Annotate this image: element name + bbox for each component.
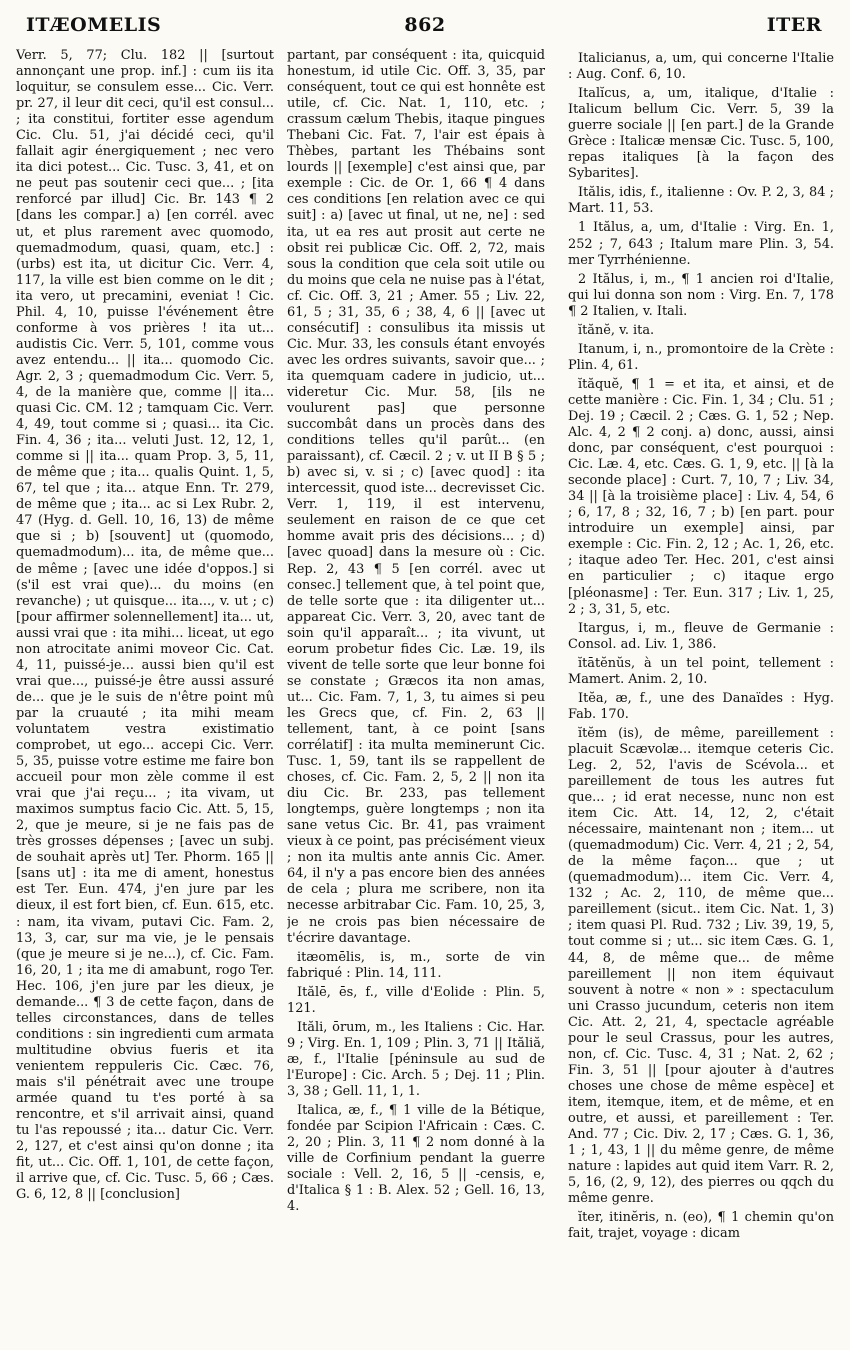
entry-itargus: Itargus, i, m., fleuve de Germanie : Consol. ad. Liv. 1, 386. [568,620,834,652]
entry-item: ĭtĕm (is), de même, pareillement : placuit Scævolæ... itemque ceteris Cic. Leg. 2, 52, l'avis de Scévola... et pareillement de tous les autres fut que... ; id erat necesse, nunc non est item Cic. Att. 14, 12, 2, c'était nécessaire, maintenant non ; item... ut (quemadmodum) Cic. Verr. 4, 21 ; 2, 54, de la même façon... que ; ut (quemadmodum)... item Cic. Verr. 4, 132 ; Ac. 2, 110, de même que... pareillement (sicut.. item Cic. Nat. 1, 3) ; item quasi Pl. Rud. 732 ; Liv. 39, 19, 5, tout comme si ; ut... sic item Cæs. G. 1, 44, 8, de même que... de même pareillement || non item équivaut souvent à notre « non » : spectaculum uni Crasso jucundum, ceteris non item Cic. Att. 2, 21, 4, spectacle agréable pour le seul Crassus, pour les autres, non, cf. Cic. Tusc. 4, 31 ; Nat. 2, 62 ; Fin. 3, 51 || [pour ajouter à d'autres choses une chose de même espèce] et item, itemque, item, et de même, et en outre, et aussi, et pareillement : Ter. And. 77 ; Cic. Div. 2, 17 ; Cæs. G. 1, 36, 1 ; 1, 43, 1 || du même genre, de même nature : lapides aut quid item Varr. R. 2, 5, 16, (2, 9, 12), des pierres ou qqch du même genre. [568,725,834,1207]
text-columns [16,48,834,1344]
column-2 [287,48,545,1344]
entry-itale: Itălē, ēs, f., ville d'Eolide : Plin. 5, 121. [287,984,545,1016]
entry-itane: ĭtănĕ, v. ita. [578,322,655,338]
running-header [16,8,834,42]
entry-itaque: ĭtăquĕ, ¶ 1 = et ita, et ainsi, et de cette manière : Cic. Fin. 1, 34 ; Clu. 51 ; Dej. 19 ; Cæcil. 2 ; Cæs. G. 1, 52 ; Nep. Alc. 4, 2 ¶ 2 conj. a) donc, aussi, ainsi donc, par conséquent, c'est pourquoi : Cic. Læ. 4, etc. Cæs. G. 1, 9, etc. || [à la seconde place] : Curt. 7, 10, 7 ; Liv. 34, 34 || [à la troisième place] : Liv. 4, 54, 6 ; 6, 17, 8 ; 32, 16, 7 ; b) [en part. pour introduire un exemple] ainsi, par exemple : Cic. Fin. 2, 12 ; Ac. 1, 26, etc. ; itaque adeo Ter. Hec. 201, c'est ainsi en particulier ; c) itaque ergo [pléonasme] : Ter. Eun. 317 ; Liv. 1, 25, 2 ; 3, 31, 5, etc. [568,376,834,617]
entry-italus-2: 2 Itălus, i, m., ¶ 1 ancien roi d'Italie, qui lui donna son nom : Virg. En. 7, 178 ¶ 2 Italien, v. Itali. [568,271,834,319]
entry-itatenus: ĭtātĕnŭs, à un tel point, tellement : Mamert. Anim. 2, 10. [568,655,834,687]
header-first-headword: ITÆOMELIS [26,14,162,36]
entry-iter: ĭter, itinĕris, n. (eo), ¶ 1 chemin qu'on fait, trajet, voyage : dicam [568,1210,834,1242]
entry-continuation: partant, par conséquent : ita, quicquid honestum, id utile Cic. Off. 3, 35, par conséquent, tout ce qui est honnête est utile, cf. Cic. Nat. 1, 110, etc. ; crassum cælum Thebis, itaque pingues Thebani Cic. Fat. 7, l'air est épais à Thèbes, partant les Thébains sont lourds || [exemple] c'est ainsi que, par exemple : Cic. de Or. 1, 66 ¶ 4 dans ces conditions [en relation avec ce qui suit] : a) [avec ut final, ut ne, ne] : sed ita, ut ea res aut prosit aut certe ne obsit rei publicæ Cic. Off. 2, 72, mais sous la condition que cela soit utile ou du moins que cela ne nuise pas à l'état, cf. Cic. Off. 3, 21 ; Amer. 55 ; Liv. 22, 61, 5 ; 31, 35, 6 ; 38, 4, 6 || [avec ut consécutif] : consulibus ita missis ut Cic. Mur. 33, les consuls étant envoyés avec les ordres suivants, savoir que... ; ita quemquam cadere in judicio, ut... videretur Cic. Mur. 58, [ils ne voulurent pas] que personne succombât dans un procès dans des conditions telles qu'il parût... (en paraissant), cf. Cæcil. 2 ; v. ut II B § 5 ; b) avec si, v. si ; c) [avec quod] : ita intercessit, quod iste... decrevisset Cic. Verr. 1, 119, il est intervenu, seulement en raison de ce que cet homme avait pris des décisions... ; d) [avec quoad] dans la mesure où : Cic. Rep. 2, 43 ¶ 5 [en corrél. avec ut consec.] tellement que, à tel point que, de telle sorte que : ita diligenter ut... appareat Cic. Verr. 3, 20, avec tant de soin qu'il apparaît... ; ita vivunt, ut eorum probetur fides Cic. Læ. 19, ils vivent de telle sorte que leur bonne foi se constate ; Græcos ita non amas, ut... Cic. Fam. 7, 1, 3, tu aimes si peu les Grecs que, cf. Fin. 2, 63 || tellement, tant, à ce point [sans corrélatif] : ita multa meminerunt Cic. Tusc. 1, 59, tant ils se rappellent de choses, cf. Cic. Fam. 2, 5, 2 || non ita diu Cic. Br. 233, pas tellement longtemps, guère longtemps ; non ita sane vetus Cic. Br. 41, pas vraiment vieux à ce point, pas précisément vieux ; non ita multis ante annis Cic. Amer. 64, il n'y a pas encore bien des années de cela ; plura me scribere, non ita necesse arbitrabar Cic. Fam. 10, 25, 3, je ne crois pas bien nécessaire de t'écrire davantage. [287,48,545,946]
entry-italicianus: Italicianus, a, um, qui concerne l'Italie : Aug. Conf. 6, 10. [568,51,834,83]
entry-itaeomelis: itæomēlis, is, m., sorte de vin fabriqué : Plin. 14, 111. [287,949,545,981]
entry-italicus: Italĭcus, a, um, italique, d'Italie : Italicum bellum Cic. Verr. 5, 39 la guerre sociale || [en part.] de la Grande Grèce : Italicæ mensæ Cic. Tusc. 5, 100, repas italiques [à la façon des Sybarites]. [568,86,834,182]
entry-italus-1: 1 Itălus, a, um, d'Italie : Virg. En. 1, 252 ; 7, 643 ; Italum mare Plin. 3, 54. mer Tyrrhénienne. [568,220,834,268]
column-3 [568,48,834,1344]
entry-italis: Itălis, idis, f., italienne : Ov. P. 2, 3, 84 ; Mart. 11, 53. [568,185,834,217]
entry-itanum: Itanum, i, n., promontoire de la Crète : Plin. 4, 61. [568,341,834,373]
entry-continuation: Verr. 5, 77; Clu. 182 || [surtout annonçant une prop. inf.] : cum iis ita loquitur, se consulem esse... Cic. Verr. pr. 27, il leur dit ceci, qu'il est consul... ; ita constitui, fortiter esse agendum Cic. Clu. 51, j'ai décidé ceci, qu'il fallait agir énergiquement ; nec vero ita dici potest... Cic. Tusc. 3, 41, et on ne peut pas soutenir ceci que... ; [ita renforcé par illud] Cic. Br. 143 ¶ 2 [dans les compar.] a) [en corrél. avec ut, et plus rarement avec quomodo, quemadmodum, quasi, quam, etc.] : (urbs) est ita, ut dicitur Cic. Verr. 4, 117, la ville est bien comme on le dit ; ita vero, ut precamini, eveniat ! Cic. Phil. 4, 10, puisse l'événement être conforme à vos prières ! ita ut... audistis Cic. Verr. 5, 101, comme vous avez entendu... || ita... quomodo Cic. Agr. 2, 3 ; quemadmodum Cic. Verr. 5, 4, de la manière que, comme || ita... quasi Cic. CM. 12 ; tamquam Cic. Verr. 4, 49, tout comme si ; quasi... ita Cic. Fin. 4, 36 ; ita... veluti Just. 12, 12, 1, comme si || ita... quam Prop. 3, 5, 11, de même que ; ita... qualis Quint. 1, 5, 67, tel que ; ita... atque Enn. Tr. 279, de même que ; ita... ac si Lex Rubr. 2, 47 (Hyg. d. Gell. 10, 16, 13) de même que si ; b) [souvent] ut (quomodo, quemadmodum)... ita, de même que... de même ; [avec une idée d'oppos.] si (s'il est vrai que)... du moins (en revanche) ; ut quisque... ita..., v. ut ; c) [pour affirmer solennellement] ita... ut, aussi vrai que : ita mihi... liceat, ut ego non atrocitate animi moveor Cic. Cat. 4, 11, puissé-je... aussi bien qu'il est vrai que..., puissé-je être aussi assuré de... que je le suis de n'être point mû par la cruauté ; ita mihi meam voluntatem vestra existimatio comprobet, ut ego... accepi Cic. Verr. 5, 35, puisse votre estime me faire bon accueil pour mon zèle comme il est vrai que j'ai reçu... ; ita vivam, ut maximos sumptus facio Cic. Att. 5, 15, 2, que je meure, si je ne fais pas de très grosses dépenses ; [avec un subj. de souhait après ut] Ter. Phorm. 165 || [sans ut] : ita me di ament, honestus est Ter. Eun. 474, j'en jure par les dieux, il est fort bien, cf. Eun. 615, etc. : nam, ita vivam, putavi Cic. Fam. 2, 13, 3, car, sur ma vie, je le pensais (que je meure si je ne...), cf. Cic. Fam. 16, 20, 1 ; ita me di amabunt, rogo Ter. Hec. 106, j'en jure par les dieux, je demande... ¶ 3 de cette façon, dans de telles circonstances, dans de telles conditions : sin ingredienti cum armata multitudine obvius fueris et ita venientem reppuleris Cic. Cæc. 76, mais s'il pénétrait avec une troupe armée quand tu t'es porté à sa rencontre, et s'il arrivait ainsi, quand tu l'as repoussé ; ita... datur Cic. Verr. 2, 127, et c'est ainsi qu'on donne ; ita fit, ut... Cic. Off. 1, 101, de cette façon, il arrive que, cf. Cic. Tusc. 5, 66 ; Cæs. G. 6, 12, 8 || [conclusion] [16,48,274,1203]
entry-italica: Italica, æ, f., ¶ 1 ville de la Bétique, fondée par Scipion l'Africain : Cæs. C. 2, 20 ; Plin. 3, 11 ¶ 2 nom donné à la ville de Corfinium pendant la guerre sociale : Vell. 2, 16, 5 || -censis, e, d'Italica § 1 : B. Alex. 52 ; Gell. 16, 13, 4. [287,1103,545,1215]
header-last-headword: ITER [766,14,822,36]
entry-itali: Ităli, ōrum, m., les Italiens : Cic. Har. 9 ; Virg. En. 1, 109 ; Plin. 3, 71 || Ităliă, æ, f., l'Italie [péninsule au sud de l'Europe] : Cic. Arch. 5 ; Dej. 11 ; Plin. 3, 38 ; Gell. 11, 1, 1. [287,1019,545,1099]
column-1 [16,48,274,1344]
page-number: 862 [404,14,446,36]
entry-itea: Itĕa, æ, f., une des Danaïdes : Hyg. Fab. 170. [568,690,834,722]
